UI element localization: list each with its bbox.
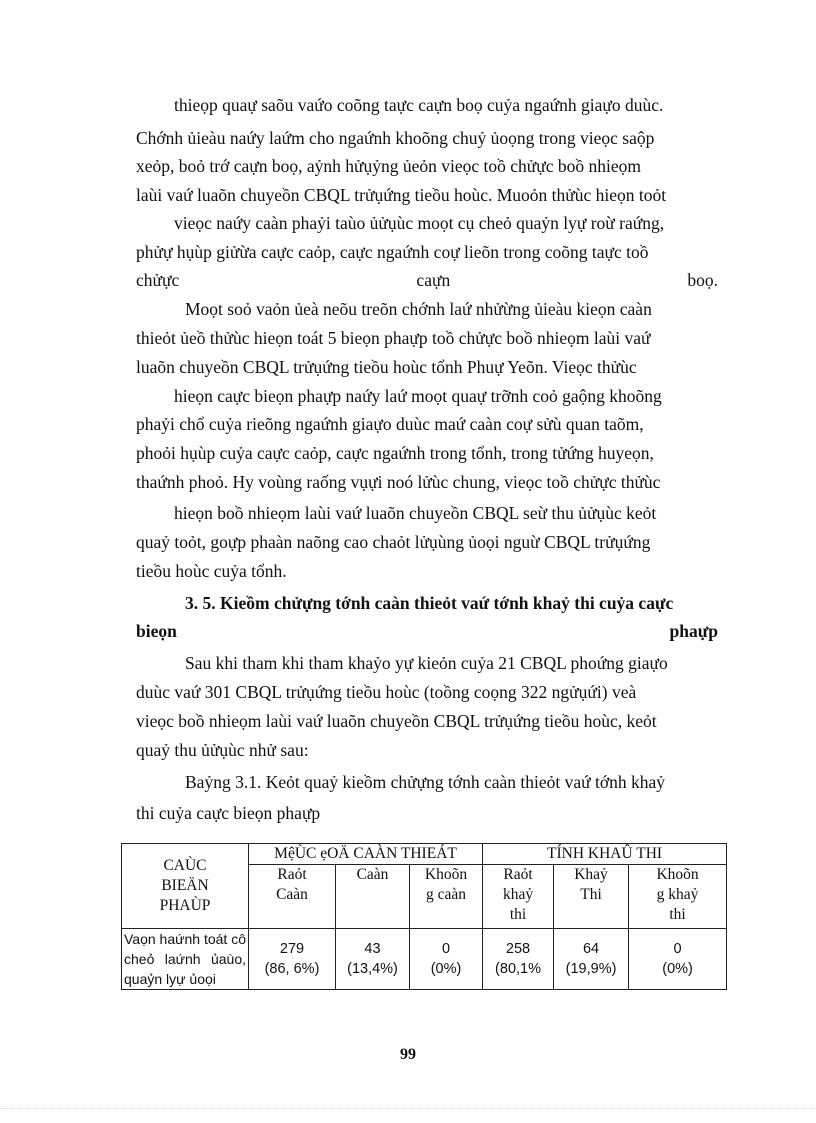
header-line: Khaỷ [574, 866, 608, 883]
subheader-not-necessary [410, 865, 483, 929]
header-line: Caàn [356, 866, 389, 883]
table-caption: Baỷng 3.1. Keỏt quaỷ kieồm chửựng tớnh caàn thieỏt vaứ tớnh khaỷ [185, 772, 665, 792]
text-line: phaỷi chổ cuỷa rieõng ngaứnh giaựo duùc maứ caàn coự sửù quan taõm, [136, 414, 644, 434]
text-line: laùi vaứ luaõn chuyeồn CBQL trửụứng tieồu hoùc. Muoỏn thửùc hieọn toỏt [136, 185, 667, 205]
cell-count: 43 [364, 941, 381, 957]
results-table [121, 843, 727, 990]
subheader-very-feasible [483, 865, 554, 929]
header-line: g caàn [426, 886, 467, 903]
text-line: vieọc naứy caàn phaỷi taùo ủửụùc moọt cụ cheỏ quaỷn lyự roừ raứng, [174, 213, 665, 233]
text-line: duùc vaứ 301 CBQL trửụứng tieồu hoùc (toồng coọng 322 ngửụứi) veà [136, 682, 637, 702]
header-line: CAÙC [163, 857, 207, 874]
cell-percent: (0%) [430, 961, 462, 977]
header-line: BIEÄN [161, 877, 209, 894]
header-line: g khaỷ [656, 886, 699, 903]
text-word: chửực [136, 270, 180, 290]
data-cell [410, 929, 483, 990]
subheader-feasible [554, 865, 629, 929]
text-word: caựn [416, 270, 451, 290]
data-cell [483, 929, 554, 990]
text-line: phoỏi hụùp cuỷa caực caỏp, caực ngaứnh trong tổnh, trong tửứng huyeọn, [136, 443, 654, 463]
cell-count: 0 [673, 941, 682, 957]
corner-header [122, 844, 249, 929]
header-line: Khoõn [656, 866, 699, 883]
text-line: quaỷ toỏt, goựp phaàn naõng cao chaỏt lửụùng ủoọi nguừ CBQL trửụứng [136, 532, 651, 552]
text-line-justified [136, 269, 718, 291]
cell-percent: (0%) [662, 961, 693, 977]
header-line: Khoõn [424, 866, 468, 883]
heading-word: bieọn [136, 621, 177, 641]
text-line: phửự hụùp giửừa caực caỏp, caực ngaứnh coự lieõn trong coõng taực toồ [136, 242, 649, 262]
group-header-necessity: MệÙC ẹOÄ CAÀN THIEÁT [249, 844, 483, 865]
header-line: khaỷ [502, 886, 534, 903]
header-line: thi [509, 906, 527, 923]
text-line: hieọn boồ nhieọm laùi vaứ luaõn chuyeồn CBQL seừ thu ủửụùc keỏt [174, 503, 657, 523]
text-line: xeỏp, boỏ trớ caựn boọ, aỷnh hửụỷng ủeỏn vieọc toồ chửực boồ nhieọm [136, 156, 642, 176]
text-line: Sau khi tham khi tham khaỷo yự kieỏn cuỷa 21 CBQL phoứng giaựo [185, 653, 668, 673]
data-cell [249, 929, 336, 990]
text-line: thaứnh phoỏ. Hy voùng raống vụựi noó lửùc chung, vieọc toồ chửực thửùc [136, 472, 661, 492]
cell-count: 0 [441, 941, 451, 957]
group-header-feasibility: TÍNH KHAÛ THI [483, 844, 727, 865]
subheader-not-feasible [629, 865, 727, 929]
text-line: thieỏt ủeồ thửùc hieọn toát 5 bieọn phaựp toồ chửực boồ nhieọm laùi vaứ [136, 328, 651, 348]
page-bottom-edge [0, 1108, 816, 1109]
header-line: PHAÙP [159, 897, 211, 914]
header-line: Thi [580, 886, 602, 903]
cell-percent: (13,4%) [347, 961, 398, 977]
page-number: 99 [400, 1046, 416, 1063]
cell-percent: (86, 6%) [264, 961, 320, 977]
cell-percent: (80,1% [495, 961, 541, 977]
header-line: Raỏt [503, 866, 533, 883]
header-line: thi [669, 906, 686, 923]
text-line: quaỷ thu ủửụùc nhử sau: [136, 740, 309, 760]
cell-count: 279 [279, 941, 305, 957]
text-line: Moọt soỏ vaỏn ủeà neõu treõn chớnh laứ nhửừng ủieàu kieọn caàn [185, 299, 652, 319]
table-caption-continued: thi cuỷa caực bieọn phaựp [136, 803, 321, 823]
data-cell [629, 929, 727, 990]
data-cell [336, 929, 410, 990]
text-line: tieồu hoùc cuỷa tổnh. [136, 561, 287, 581]
section-heading: 3. 5. Kieồm chửựng tớnh caàn thieỏt vaứ tớnh khaỷ thi cuỷa caực [185, 593, 674, 613]
subheader-very-necessary [249, 865, 336, 929]
header-line: Caàn [276, 886, 308, 903]
cell-count: 64 [582, 941, 600, 957]
heading-word: phaựp [669, 621, 718, 641]
text-line: hieọn caực bieọn phaựp naứy laứ moọt quaự trỡnh coỏ gaộng khoõng [174, 386, 662, 406]
header-line: Raỏt [277, 866, 307, 883]
text-line: luaõn chuyeồn CBQL trửụứng tieồu hoùc tổnh Phuự Yeõn. Vieọc thửùc [136, 357, 637, 377]
table-row [122, 929, 727, 990]
text-word: boọ. [687, 270, 718, 290]
cell-percent: (19,9%) [565, 961, 617, 977]
text-line: vieọc boồ nhieọm laùi vaứ luaõn chuyeồn CBQL trửụứng tieồu hoùc, keỏt [136, 711, 657, 731]
subheader-necessary [336, 865, 410, 929]
cell-count: 258 [505, 941, 531, 957]
data-cell [554, 929, 629, 990]
measure-label: Vaọn haứnh toát cô cheỏ laứnh ủaùo, quaỷn lyự ủoọi [122, 929, 249, 990]
text-line: Chớnh ủieàu naứy laứm cho ngaứnh khoõng chuỷ ủoọng trong vieọc saộp [136, 128, 655, 148]
section-heading-continued [136, 620, 718, 642]
text-line: thieọp quaự saõu vaứo coõng taực caựn boọ cuỷa ngaứnh giaựo duùc. [174, 95, 664, 115]
